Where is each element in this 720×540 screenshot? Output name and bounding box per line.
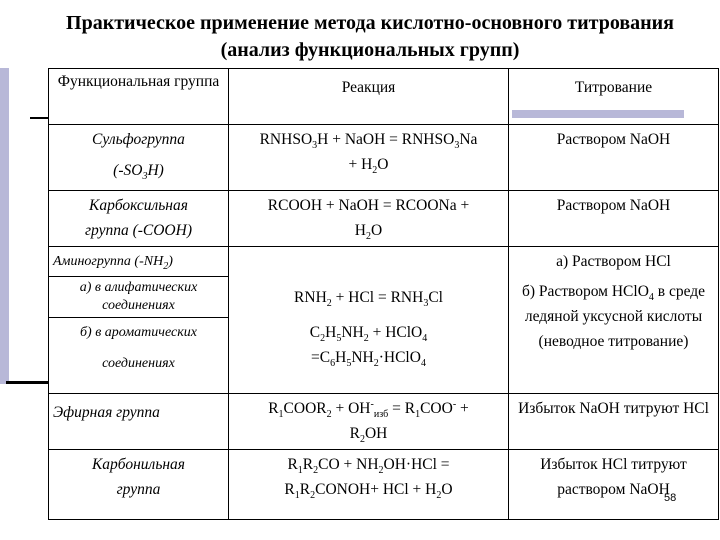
- table-row-amino: [49, 247, 719, 277]
- cell-carbonyl-reaction: $R_1R_2CO + NH_2OH\cdot HCl$ = $R_1R_2CONOH+$ HCl + $H_2O$: [229, 450, 509, 520]
- cell-carboxyl-titration: Раствором NaOH: [509, 191, 719, 247]
- cell-carboxyl-reaction: RCOOH + NaOH = RCOONa + $H_2O$: [229, 191, 509, 247]
- sulfo-group-name: Сульфогруппа: [92, 131, 185, 148]
- cell-amino-aromatic-group: б) в ароматических соединениях: [49, 318, 229, 394]
- cell-amino-titration-b: б) Раствором HClO$_4$ в среде ледяной уксусной кислоты (неводное титрование): [509, 277, 719, 394]
- cell-amino-aliphatic-group: а) в алифатических соединениях: [49, 277, 229, 318]
- cell-carbonyl-group: Карбонильная группа: [49, 450, 229, 520]
- header-group: Функциональная группа: [49, 69, 229, 125]
- cell-carbonyl-titration: Избыток HCl титруют раствором NaOH: [509, 450, 719, 520]
- cell-amino-titration: а) Раствором HCl: [509, 247, 719, 277]
- cell-carboxyl-group: Карбоксильная группа (-COOH): [49, 191, 229, 247]
- cell-sulfo-group: [49, 125, 229, 191]
- cell-amino-reaction: [229, 247, 509, 277]
- table-row-carbonyl: [49, 450, 719, 520]
- sulfo-group-formula: $(-SO_3H)$: [113, 162, 164, 183]
- cell-sulfo-reaction: $RNHSO_3H$ + NaOH = $RNHSO_3Na$ + $H_2O$: [229, 125, 509, 191]
- functional-groups-table: [48, 68, 719, 520]
- table-row-carboxyl: [49, 191, 719, 247]
- cell-ester-group: Эфирная группа: [49, 394, 229, 450]
- header-titration: Титрование: [509, 69, 719, 125]
- cell-amino-group: Аминогруппа $(-NH_2)$: [49, 247, 229, 277]
- cell-amino-aromatic-reaction: $C_2H_5NH_2$ + HClO$_4$ $=C_6H_5NH_2\cdot HClO_4$: [229, 318, 509, 394]
- cell-amino-aliphatic-reaction: $RNH_2$ + HCl = $RNH_3Cl$: [229, 277, 509, 318]
- decorative-line-top: [30, 117, 48, 119]
- decorative-side-bar: [0, 68, 9, 384]
- slide-title: [30, 10, 710, 64]
- cell-ester-titration: Избыток NaOH титруют HCl: [509, 394, 719, 450]
- decorative-line-bottom: [6, 381, 48, 384]
- cell-ester-reaction: $R_1COOR_2 + OH^-_{изб} = R_1COO^-$ + $R_2OH$: [229, 394, 509, 450]
- slide-title-line1: Практическое применение метода кислотно-основного титрования: [66, 12, 674, 34]
- page-number: 58: [664, 492, 677, 504]
- header-reaction: Реакция: [229, 69, 509, 125]
- table-row-ester: [49, 394, 719, 450]
- table-row-amino-aliphatic: [49, 277, 719, 318]
- cell-sulfo-titration: Раствором NaOH: [509, 125, 719, 191]
- slide-title-line2: (анализ функциональных групп): [220, 39, 520, 61]
- table-row-sulfo: [49, 125, 719, 191]
- table-header-row: [49, 69, 719, 125]
